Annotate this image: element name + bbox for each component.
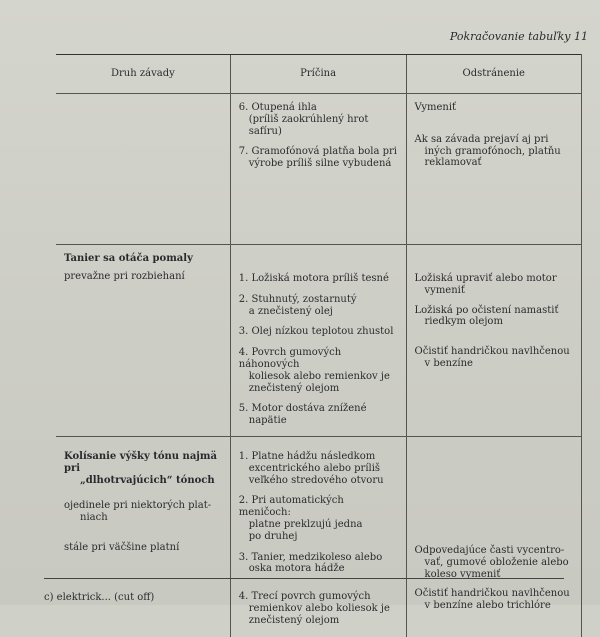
bottom-text-cut-off: c) elektrick... (cut off) bbox=[44, 592, 155, 603]
defect-note: prevažne pri rozbiehaní bbox=[64, 270, 185, 282]
cause-item-4: 4. Trecí povrch gumových remienkov alebo koliesok je znečistený olejom bbox=[238, 591, 390, 626]
cause-item-6: 6. Otupená ihla (príliš zaokrúhlený hrot safíru) bbox=[238, 102, 369, 137]
remedy-cell bbox=[406, 94, 581, 245]
bottom-rule bbox=[44, 578, 564, 579]
header-defect-type: Druh závady bbox=[56, 55, 230, 94]
defect-cell-empty bbox=[56, 94, 230, 245]
defect-cell bbox=[56, 436, 230, 637]
cause-item-4: 4. Povrch gumových náhonových koliesok alebo remienkov je znečistený olejom bbox=[238, 347, 390, 394]
defect-cell bbox=[56, 245, 230, 437]
cause-item-1: 1. Ložiská motora príliš tesné bbox=[238, 273, 389, 284]
cause-item-2: 2. Stuhnutý, zostarnutý a znečistený olej bbox=[238, 293, 357, 317]
defect-title: Tanier sa otáča pomaly bbox=[64, 253, 193, 264]
defect-title: Kolísanie výšky tónu najmä pri „dlhotrvajúcich“ tónoch bbox=[64, 450, 217, 486]
header-cause: Príčina bbox=[230, 55, 406, 94]
table-row bbox=[56, 436, 582, 637]
remedy-item: Vymeniť bbox=[414, 102, 457, 113]
cause-cell bbox=[230, 436, 406, 637]
remedy-item: Očistiť handričkou navlhčenou v benzíne bbox=[414, 346, 570, 369]
cause-cell bbox=[230, 245, 406, 437]
cause-item-2: 2. Pri automatických meničoch: platne preklzujú jedna po druhej bbox=[238, 495, 363, 542]
defects-table bbox=[56, 54, 582, 637]
remedy-cell bbox=[406, 245, 581, 437]
table-row bbox=[56, 245, 582, 437]
cause-cell bbox=[230, 94, 406, 245]
remedy-item: Ložiská upraviť alebo motor vymeniť bbox=[414, 273, 557, 296]
cause-item-1: 1. Platne hádžu následkom excentrického alebo príliš veľkého stredového otvoru bbox=[238, 450, 384, 486]
table-continuation-label: Pokračovanie tabuľky 11 bbox=[449, 30, 588, 43]
table-row bbox=[56, 94, 582, 245]
cause-item-3: 3. Olej nízkou teplotou zhustol bbox=[238, 326, 394, 338]
cause-item-3: 3. Tanier, medzikoleso alebo oska motora hádže bbox=[238, 551, 383, 575]
header-remedy: Odstránenie bbox=[406, 55, 581, 94]
remedy-item: Ložiská po očistení namastiť riedkym olejom bbox=[414, 304, 559, 328]
remedy-item: Ak sa závada prejaví aj pri iných gramofónoch, platňu reklamovať bbox=[414, 133, 561, 169]
remedy-item: Odpovedajúce časti vycentro- vať, gumové obloženie alebo koleso vymeniť bbox=[414, 544, 569, 580]
remedy-item: Očistiť handričkou navlhčenou v benzíne alebo trichlóre bbox=[414, 588, 570, 612]
cause-item-5: 5. Motor dostáva znížené napätie bbox=[238, 403, 367, 427]
table-header-row bbox=[56, 55, 582, 94]
defect-note: ojedinele pri niektorých plat- niach bbox=[64, 500, 212, 524]
defect-note: stále pri väčšine platní bbox=[64, 541, 180, 553]
remedy-cell bbox=[406, 436, 581, 637]
cause-item-7: 7. Gramofónová platňa bola pri výrobe príliš silne vybudená bbox=[238, 146, 397, 170]
